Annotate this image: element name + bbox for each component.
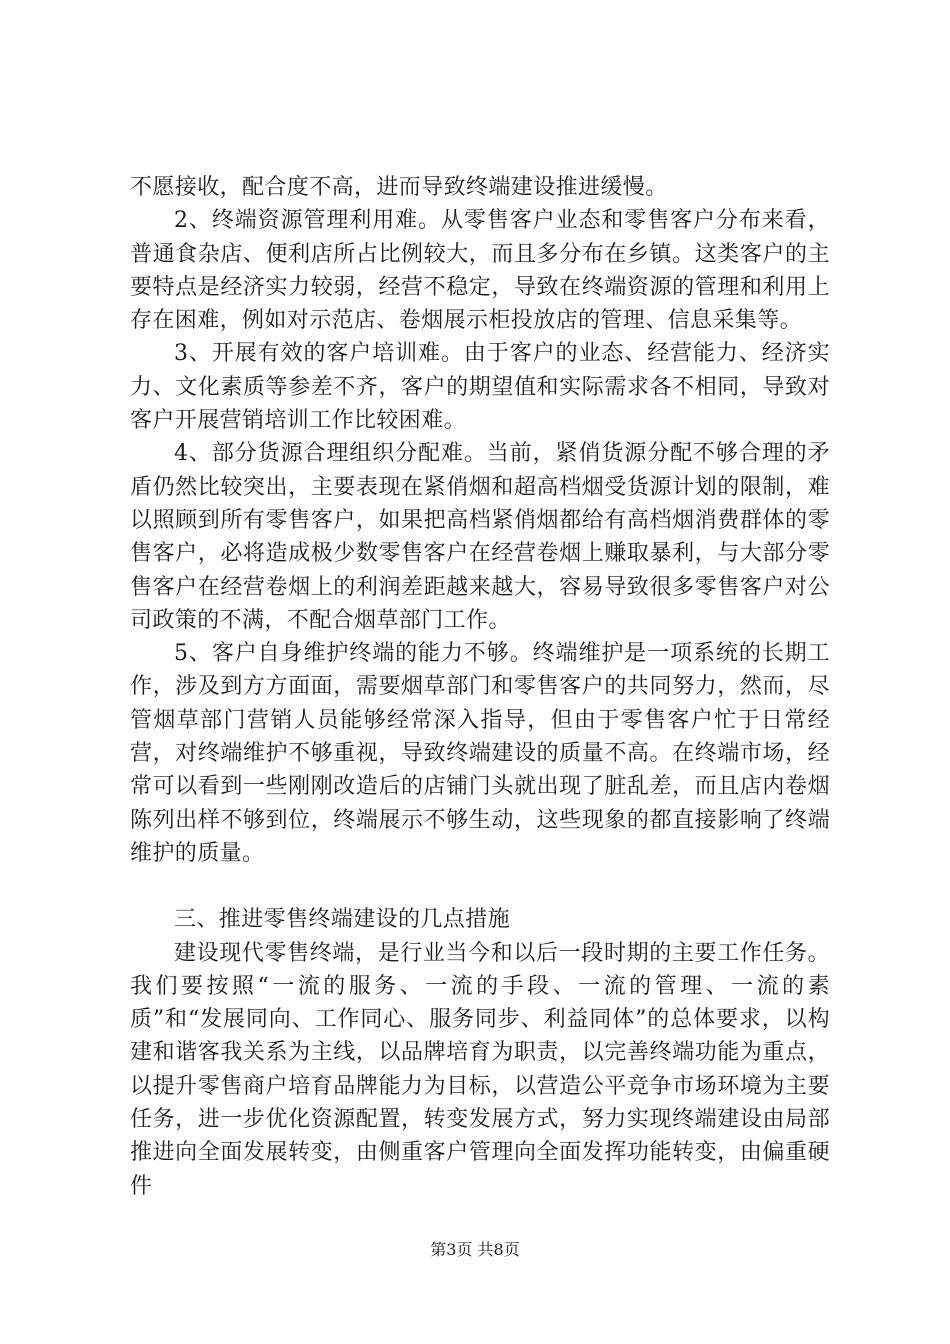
- paragraph-item-3: 3、开展有效的客户培训难。由于客户的业态、经营能力、经济实力、文化素质等参差不齐，客户的期望值和实际需求各不相同，导致对客户开展营销培训工作比较困难。: [130, 341, 830, 434]
- paragraph-item-4: 4、部分货源合理组织分配难。当前，紧俏货源分配不够合理的矛盾仍然比较突出，主要表现在紧俏烟和超高档烟受货源计划的限制，难以照顾到所有零售客户，如果把高档紧俏烟都给有高档烟消费群体的零售客户，必将造成极少数零售客户在经营卷烟上赚取暴利，与大部分零售客户在经营卷烟上的利润差距越来越大，容易导致很多零售客户对公司政策的不满，不配合烟草部门工作。: [130, 441, 830, 633]
- body-text: [130, 171, 830, 1203]
- paragraph-item-2: 2、终端资源管理利用难。从零售客户业态和零售客户分布来看，普通食杂店、便利店所占比例较大，而且多分布在乡镇。这类客户的主要特点是经济实力较弱，经营不稳定，导致在终端资源的管理和利用上存在困难，例如对示范店、卷烟展示柜投放店的管理、信息采集等。: [130, 208, 830, 334]
- section-paragraph: 建设现代零售终端，是行业当今和以后一段时期的主要工作任务。我们要按照“一流的服务、一流的手段、一流的管理、一流的素质”和“发展同向、工作同心、服务同步、利益同体”的总体要求，以构建和谐客我关系为主线，以品牌培育为职责，以完善终端功能为重点，以提升零售商户培育品牌能力为目标，以营造公平竞争市场环境为主要任务，进一步优化资源配置，转变发展方式，努力实现终端建设由局部推进向全面发展转变，由侧重客户管理向全面发挥功能转变，由偏重硬件: [130, 940, 830, 1199]
- section-gap: [130, 870, 830, 903]
- section-heading: 三、推进零售终端建设的几点措施: [174, 907, 511, 933]
- paragraph-continuation: 不愿接收，配合度不高，进而导致终端建设推进缓慢。: [130, 175, 668, 200]
- page-footer: 第3页 共8页: [430, 1240, 520, 1259]
- paragraph-item-5: 5、客户自身维护终端的能力不够。终端维护是一项系统的长期工作，涉及到方方面面，需要烟草部门和零售客户的共同努力，然而，尽管烟草部门营销人员能够经常深入指导，但由于零售客户忙于日常经营，对终端维护不够重视，导致终端建设的质量不高。在终端市场，经常可以看到一些刚刚改造后的店铺门头就出现了脏乱差，而且店内卷烟陈列出样不够到位，终端展示不够生动，这些现象的都直接影响了终端维护的质量。: [130, 641, 830, 866]
